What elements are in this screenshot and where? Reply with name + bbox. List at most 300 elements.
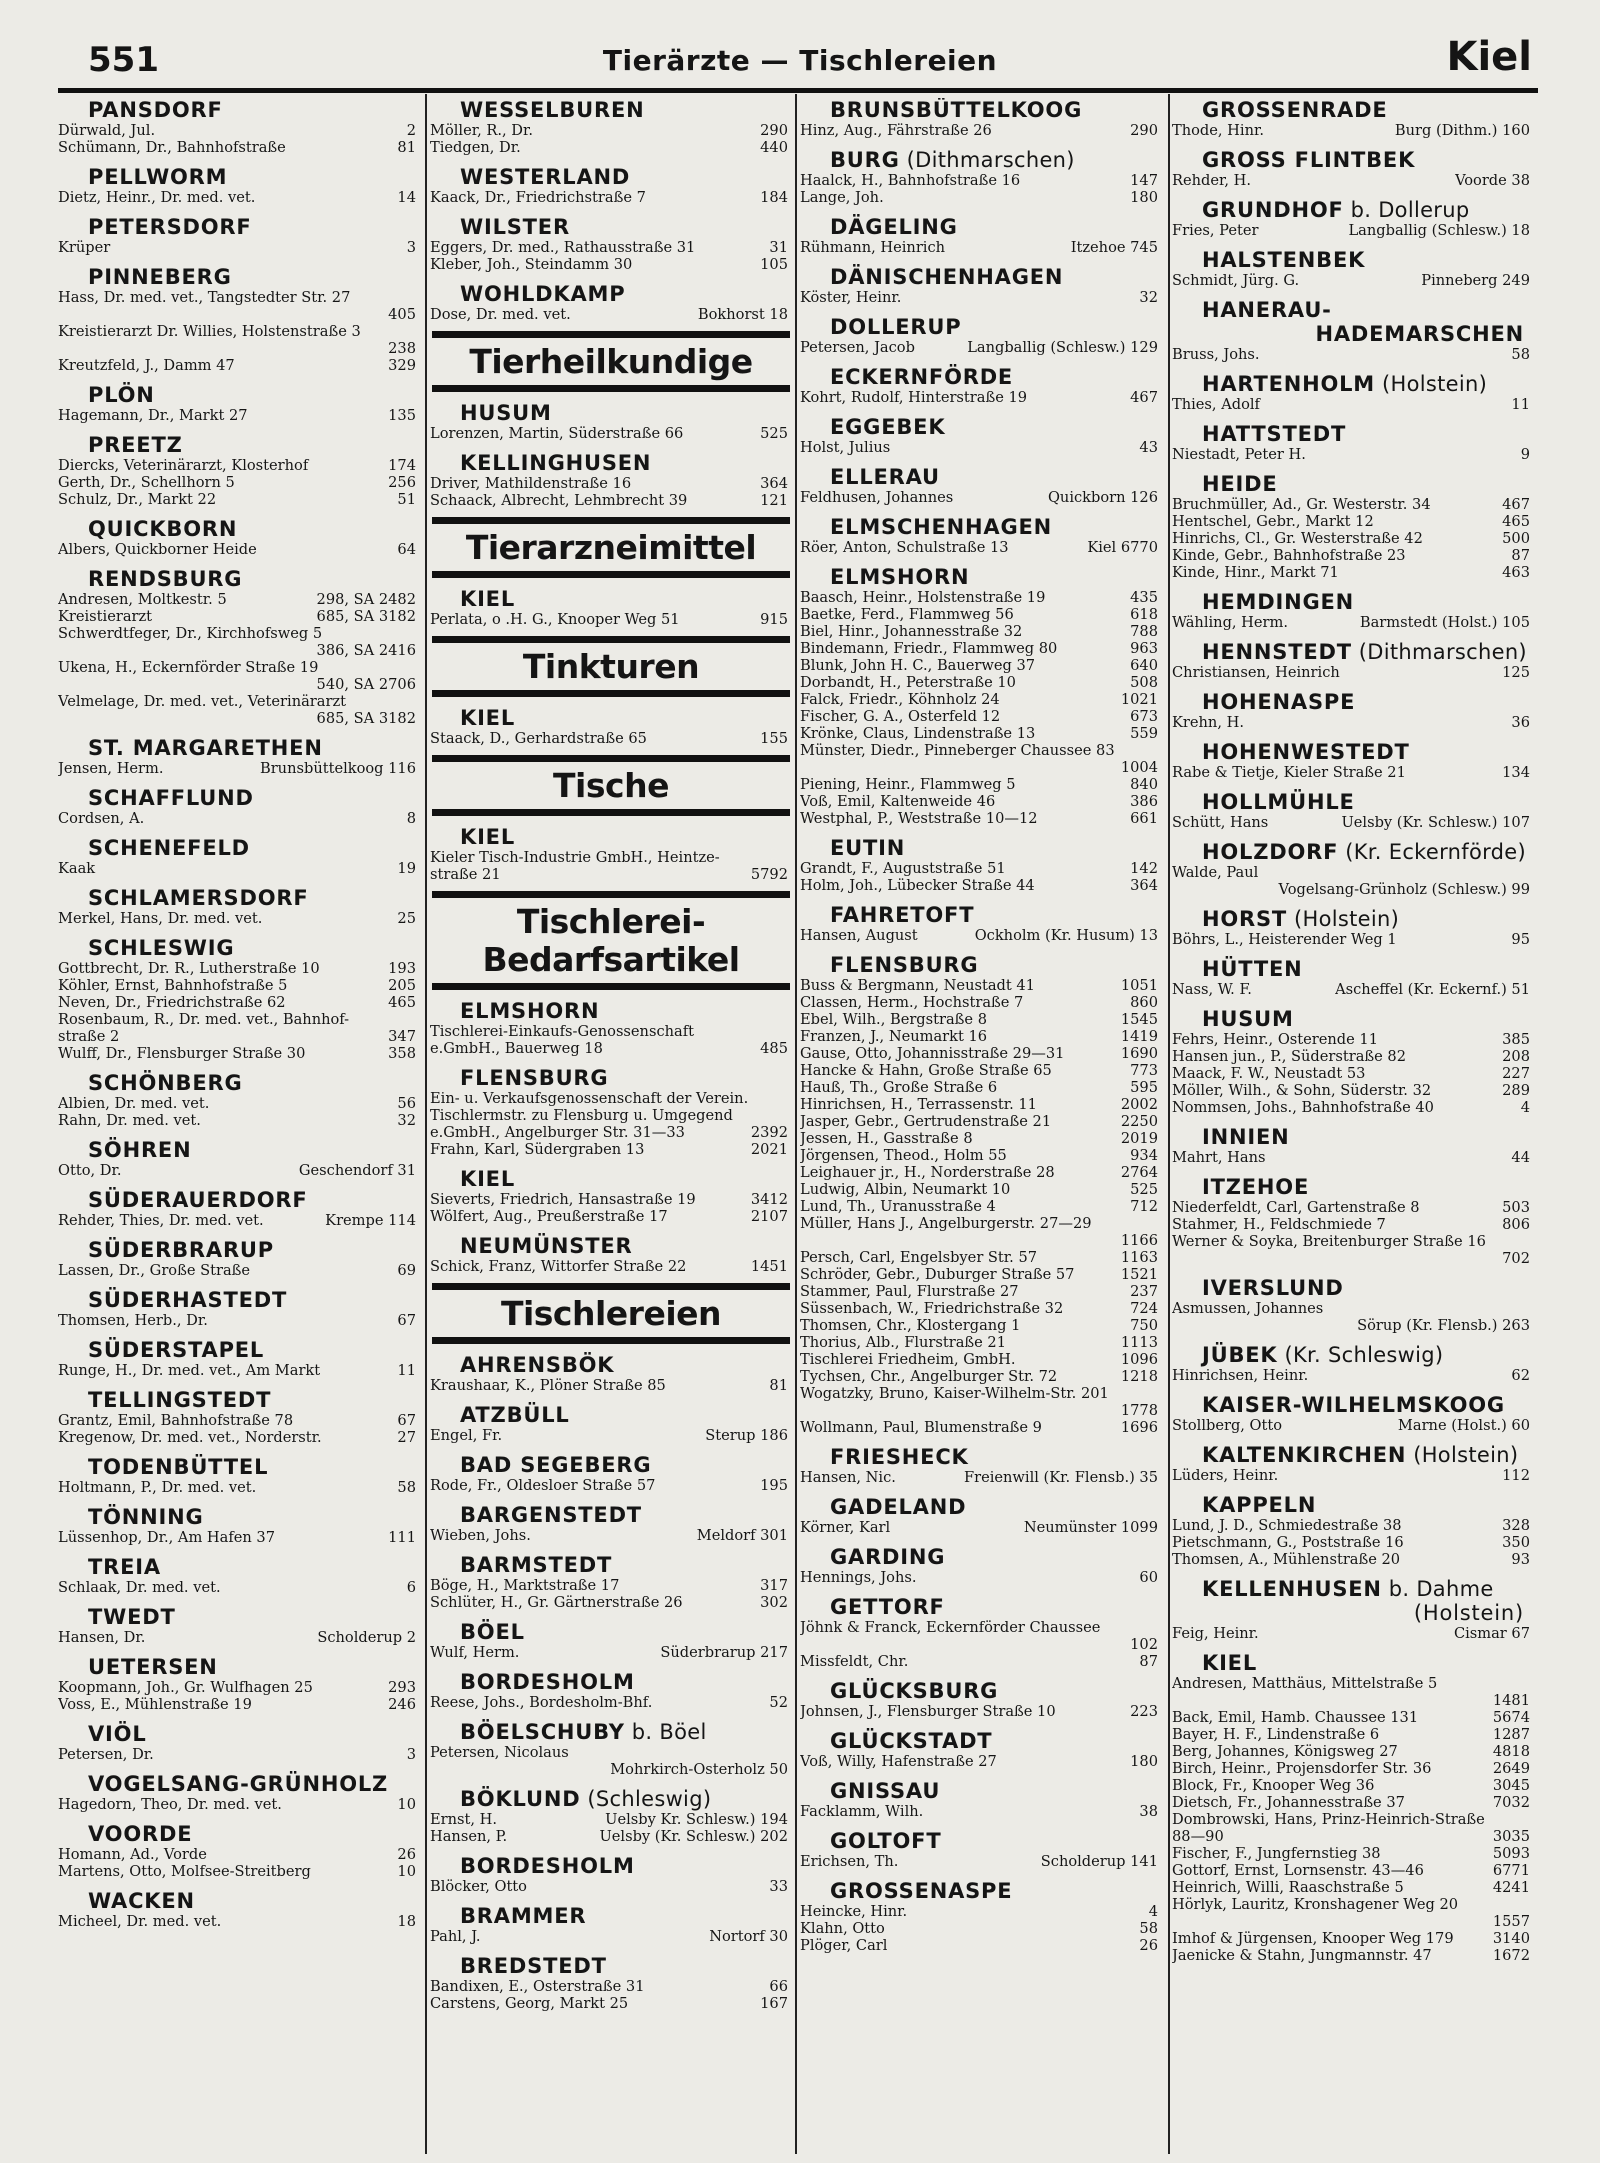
- town-name: GARDING: [830, 1545, 946, 1569]
- entry-number: 174: [388, 457, 416, 474]
- entry-name: Franzen, J., Neumarkt 16: [800, 1028, 988, 1045]
- listing-entry: [800, 810, 1162, 827]
- entry-name: Schlüter, H., Gr. Gärtnerstraße 26: [430, 1594, 683, 1611]
- listing-entry: [800, 1469, 1162, 1486]
- entry-name: Baasch, Heinr., Holstenstraße 19: [800, 589, 1046, 606]
- town-name: DOLLERUP: [830, 315, 962, 339]
- entry-name: Bruss, Johs.: [1172, 346, 1260, 363]
- town-heading: [58, 1555, 420, 1579]
- town-name: VOGELSANG-GRÜNHOLZ: [88, 1772, 389, 1796]
- entry-name: Thomsen, A., Mühlenstraße 20: [1172, 1551, 1401, 1568]
- entry-number: 4818: [1492, 1743, 1530, 1760]
- entry-name: Schröder, Gebr., Duburger Straße 57: [800, 1266, 1075, 1283]
- entry-name: Eggers, Dr. med., Rathausstraße 31: [430, 239, 696, 256]
- entry-number: 4: [1148, 1903, 1158, 1920]
- town-name: GROSSENRADE: [1202, 98, 1388, 122]
- listing-entry: [430, 1427, 792, 1444]
- listing-entry: [800, 776, 1162, 793]
- entry-name: Holtmann, P., Dr. med. vet.: [58, 1479, 257, 1496]
- town-qualifier: b. Böel: [624, 1720, 707, 1744]
- entry-number: Barmstedt (Holst.) 105: [1356, 614, 1530, 631]
- entry-name: Kreistierarzt Dr. Willies, Holstenstraße 3: [58, 323, 361, 340]
- town-heading: [430, 1453, 792, 1477]
- listing-entry: [1172, 1300, 1534, 1317]
- town-name: PETERSDORF: [88, 215, 252, 239]
- entry-number: 2649: [1492, 1760, 1530, 1777]
- town-qualifier: (Holstein): [1287, 907, 1400, 931]
- listing-entry: [58, 239, 420, 256]
- town-heading: [800, 265, 1162, 289]
- entry-name: Ebel, Wilh., Bergstraße 8: [800, 1011, 987, 1028]
- town-heading: [1172, 1125, 1534, 1149]
- entry-name: Wulff, Dr., Flensburger Straße 30: [58, 1045, 306, 1062]
- entry-number: 5093: [1492, 1845, 1530, 1862]
- entry-number: 540, SA 2706: [313, 676, 416, 693]
- entry-number: 111: [388, 1529, 416, 1546]
- town-heading: [430, 1503, 792, 1527]
- listing-entry: [800, 674, 1162, 691]
- entry-name: Perlata, o .H. G., Knooper Weg 51: [430, 611, 680, 628]
- entry-name: Petersen, Jacob: [800, 339, 915, 356]
- listing-entry: [1172, 396, 1534, 413]
- entry-name: [800, 759, 1162, 776]
- town-heading: [1172, 298, 1534, 322]
- town-heading: [58, 433, 420, 457]
- town-heading: [430, 1234, 792, 1258]
- town-heading: [1172, 957, 1534, 981]
- entry-name: Berg, Johannes, Königsweg 27: [1172, 1743, 1398, 1760]
- entry-number: 685, SA 3182: [313, 710, 416, 727]
- entry-name: Hansen, P.: [430, 1828, 508, 1845]
- listing-entry: [430, 122, 792, 139]
- listing-entry: [1172, 1517, 1534, 1534]
- town-name: HEIDE: [1202, 472, 1278, 496]
- town-name: FLENSBURG: [460, 1066, 609, 1090]
- entry-name: Hansen, Dr.: [58, 1629, 146, 1646]
- listing-entry: [800, 994, 1162, 1011]
- town-name: HORST: [1202, 907, 1288, 931]
- entry-name: Blunk, John H. C., Bauerweg 37: [800, 657, 1036, 674]
- listing-entry: [58, 1863, 420, 1880]
- listing-entry: [1172, 1417, 1534, 1434]
- town-name: GADELAND: [830, 1495, 967, 1519]
- town-name: JÜBEK: [1202, 1343, 1278, 1367]
- listing-entry: [1172, 530, 1534, 547]
- entry-number: 1557: [1492, 1913, 1530, 1930]
- town-heading: [800, 953, 1162, 977]
- town-name: HÜTTEN: [1202, 957, 1303, 981]
- entry-number: 440: [760, 139, 788, 156]
- entry-name: Persch, Carl, Engelsbyer Str. 57: [800, 1249, 1038, 1266]
- entry-name: Westphal, P., Weststraße 10—12: [800, 810, 1038, 827]
- entry-name: Schick, Franz, Wittorfer Straße 22: [430, 1258, 687, 1275]
- town-name: (Holstein): [1413, 1601, 1524, 1625]
- entry-number: Voorde 38: [1451, 172, 1530, 189]
- entry-number: 934: [1130, 1147, 1158, 1164]
- entry-name: Lassen, Dr., Große Straße: [58, 1262, 251, 1279]
- town-name: BORDESHOLM: [460, 1854, 635, 1878]
- town-name: BAD SEGEBERG: [460, 1453, 652, 1477]
- town-name: PINNEBERG: [88, 265, 232, 289]
- entry-number: Süderbrarup 217: [656, 1644, 788, 1661]
- entry-name: Martens, Otto, Molfsee-Streitberg: [58, 1863, 311, 1880]
- entry-name: Dombrowski, Hans, Prinz-Heinrich-Straße: [1172, 1811, 1485, 1828]
- town-heading: [1172, 472, 1534, 496]
- town-heading: [800, 1829, 1162, 1853]
- entry-number: 289: [1502, 1082, 1530, 1099]
- town-name: FRIESHECK: [830, 1445, 969, 1469]
- listing-entry: [58, 1479, 420, 1496]
- town-heading: [1172, 422, 1534, 446]
- entry-name: Schlaak, Dr. med. vet.: [58, 1579, 221, 1596]
- entry-number: 1451: [750, 1258, 788, 1275]
- entry-name: Dose, Dr. med. vet.: [430, 306, 571, 323]
- listing-entry: [58, 340, 420, 357]
- entry-name: Lange, Joh.: [800, 189, 884, 206]
- listing-entry: [430, 1978, 792, 1995]
- entry-number: 147: [1130, 172, 1158, 189]
- entry-number: 1021: [1120, 691, 1158, 708]
- town-name: SCHAFFLUND: [88, 786, 254, 810]
- town-qualifier: b. Dahme: [1381, 1577, 1494, 1601]
- town-heading: [58, 1071, 420, 1095]
- town-name: AHRENSBÖK: [460, 1353, 615, 1377]
- entry-number: 121: [760, 492, 788, 509]
- listing-entry: [800, 759, 1162, 776]
- listing-entry: [1172, 272, 1534, 289]
- entry-number: 205: [388, 977, 416, 994]
- entry-name: Jaenicke & Stahn, Jungmannstr. 47: [1172, 1947, 1432, 1964]
- entry-name: [800, 1636, 1162, 1653]
- entry-name: Kreutzfeld, J., Damm 47: [58, 357, 235, 374]
- entry-number: 1545: [1120, 1011, 1158, 1028]
- town-heading: [800, 903, 1162, 927]
- town-name: TÖNNING: [88, 1505, 204, 1529]
- entry-number: Cismar 67: [1450, 1625, 1530, 1642]
- town-name: GROSS FLINTBEK: [1202, 148, 1416, 172]
- entry-number: 1521: [1120, 1266, 1158, 1283]
- entry-name: Albers, Quickborner Heide: [58, 541, 257, 558]
- listing-entry: [800, 1147, 1162, 1164]
- entry-name: Hennings, Johs.: [800, 1569, 917, 1586]
- entry-number: 1218: [1120, 1368, 1158, 1385]
- town-name: BRUNSBÜTTELKOOG: [830, 98, 1083, 122]
- entry-number: 4241: [1492, 1879, 1530, 1896]
- entry-name: Jensen, Herm.: [58, 760, 164, 777]
- entry-name: Hinrichs, Cl., Gr. Westerstraße 42: [1172, 530, 1423, 547]
- town-heading: [430, 1954, 792, 1978]
- entry-number: 2250: [1120, 1113, 1158, 1130]
- entry-name: Krüper: [58, 239, 111, 256]
- town-heading: [800, 1545, 1162, 1569]
- town-heading: [430, 1620, 792, 1644]
- entry-name: Wogatzky, Bruno, Kaiser-Wilhelm-Str. 201: [800, 1385, 1109, 1402]
- entry-name: Andresen, Moltkestr. 5: [58, 591, 227, 608]
- entry-number: 806: [1502, 1216, 1530, 1233]
- entry-number: 3045: [1492, 1777, 1530, 1794]
- entry-name: Baetke, Ferd., Flammweg 56: [800, 606, 1014, 623]
- entry-name: Hinz, Aug., Fährstraße 26: [800, 122, 992, 139]
- entry-number: 237: [1130, 1283, 1158, 1300]
- entry-number: 5674: [1492, 1709, 1530, 1726]
- town-name: HALSTENBEK: [1202, 248, 1366, 272]
- listing-entry: [430, 1040, 792, 1057]
- entry-number: 10: [397, 1863, 416, 1880]
- town-heading: [800, 836, 1162, 860]
- entry-name: Bayer, H. F., Lindenstraße 6: [1172, 1726, 1380, 1743]
- town-heading: [1172, 590, 1534, 614]
- listing-entry: [1172, 564, 1534, 581]
- entry-number: 298, SA 2482: [313, 591, 416, 608]
- entry-number: Freienwill (Kr. Flensb.) 35: [960, 1469, 1158, 1486]
- listing-entry: [58, 1262, 420, 1279]
- entry-name: Engel, Fr.: [430, 1427, 503, 1444]
- entry-number: 385: [1502, 1031, 1530, 1048]
- entry-name: Lund, Th., Uranusstraße 4: [800, 1198, 996, 1215]
- town-name: WESSELBUREN: [460, 98, 645, 122]
- listing-entry: [58, 676, 420, 693]
- listing-entry: [800, 877, 1162, 894]
- listing-entry: [800, 1519, 1162, 1536]
- entry-number: 508: [1130, 674, 1158, 691]
- entry-name: Walde, Paul: [1172, 864, 1259, 881]
- entry-name: Böhrs, L., Heisterender Weg 1: [1172, 931, 1397, 948]
- listing-entry: [800, 172, 1162, 189]
- entry-number: 11: [1511, 396, 1530, 413]
- listing-entry: [800, 1045, 1162, 1062]
- listing-entry: [1172, 981, 1534, 998]
- entry-name: Köster, Heinr.: [800, 289, 902, 306]
- entry-name: Rabe & Tietje, Kieler Straße 21: [1172, 764, 1406, 781]
- entry-number: Brunsbüttelkoog 116: [256, 760, 416, 777]
- town-heading: [430, 215, 792, 239]
- entry-number: 963: [1130, 640, 1158, 657]
- listing-entry: [430, 866, 792, 883]
- town-name: IVERSLUND: [1202, 1276, 1344, 1300]
- town-name: BÖKLUND: [460, 1787, 581, 1811]
- town-heading: [430, 1403, 792, 1427]
- column-divider: [795, 94, 797, 2154]
- entry-name: Sieverts, Friedrich, Hansastraße 19: [430, 1191, 696, 1208]
- listing-entry: [800, 1703, 1162, 1720]
- listing-entry: [430, 1090, 792, 1107]
- entry-name: Köhler, Ernst, Bahnhofstraße 5: [58, 977, 288, 994]
- entry-number: 134: [1502, 764, 1530, 781]
- listing-entry: [430, 492, 792, 509]
- town-heading: [430, 706, 792, 730]
- listing-entry: [1172, 1828, 1534, 1845]
- town-name: SÜDERAUERDORF: [88, 1188, 308, 1212]
- entry-number: Langballig (Schlesw.) 129: [963, 339, 1158, 356]
- section-heading: Tischlereien: [432, 1283, 790, 1344]
- column-4: [1172, 98, 1534, 2148]
- town-heading: [430, 1066, 792, 1090]
- entry-name: Tischlerei-Einkaufs-Genossenschaft: [430, 1023, 694, 1040]
- entry-number: 223: [1130, 1703, 1158, 1720]
- listing-entry: [1172, 1233, 1534, 1250]
- entry-name: Birch, Heinr., Projensdorfer Str. 36: [1172, 1760, 1432, 1777]
- entry-number: 3: [406, 1746, 416, 1763]
- entry-number: Ockholm (Kr. Husum) 13: [971, 927, 1158, 944]
- entry-number: 155: [760, 730, 788, 747]
- town-name: HUSUM: [1202, 1007, 1294, 1031]
- entry-name: Böge, H., Marktstraße 17: [430, 1577, 620, 1594]
- listing-entry: [800, 1215, 1162, 1232]
- listing-entry: [58, 189, 420, 206]
- town-heading: [1172, 198, 1534, 222]
- town-heading: [58, 265, 420, 289]
- town-heading: [800, 98, 1162, 122]
- entry-number: 44: [1511, 1149, 1530, 1166]
- town-heading: [58, 1138, 420, 1162]
- entry-name: Driver, Mathildenstraße 16: [430, 475, 632, 492]
- entry-number: 93: [1511, 1551, 1530, 1568]
- town-name: WILSTER: [460, 215, 570, 239]
- listing-entry: [800, 606, 1162, 623]
- listing-entry: [430, 611, 792, 628]
- listing-entry: [58, 457, 420, 474]
- listing-entry: [58, 323, 420, 340]
- entry-name: Fischer, F., Jungfernstieg 38: [1172, 1845, 1381, 1862]
- entry-number: 58: [1139, 1920, 1158, 1937]
- town-heading: [430, 825, 792, 849]
- listing-entry: [800, 1903, 1162, 1920]
- listing-entry: [1172, 1065, 1534, 1082]
- entry-number: 26: [397, 1846, 416, 1863]
- entry-number: Burg (Dithm.) 160: [1391, 122, 1530, 139]
- town-heading: [1172, 1493, 1534, 1517]
- listing-entry: [58, 608, 420, 625]
- listing-entry: [430, 1594, 792, 1611]
- town-name: WESTERLAND: [460, 165, 631, 189]
- entry-number: 81: [769, 1377, 788, 1394]
- entry-number: 66: [769, 1978, 788, 1995]
- entry-number: 7032: [1492, 1794, 1530, 1811]
- town-name: DÄGELING: [830, 215, 958, 239]
- entry-name: Holst, Julius: [800, 439, 891, 456]
- listing-entry: [1172, 1896, 1534, 1913]
- town-heading: [58, 886, 420, 910]
- entry-name: Frahn, Karl, Südergraben 13: [430, 1141, 645, 1158]
- entry-name: e.GmbH., Angelburger Str. 31—33: [430, 1124, 685, 1141]
- listing-entry: [1172, 1726, 1534, 1743]
- entry-number: 246: [388, 1696, 416, 1713]
- city-heading: Kiel: [1446, 34, 1532, 80]
- listing-entry: [1172, 1862, 1534, 1879]
- town-name: SÜDERSTAPEL: [88, 1338, 265, 1362]
- entry-name: Möller, R., Dr.: [430, 122, 533, 139]
- entry-number: 19: [397, 860, 416, 877]
- entry-name: Homann, Ad., Vorde: [58, 1846, 207, 1863]
- listing-entry: [58, 625, 420, 642]
- entry-number: 14: [397, 189, 416, 206]
- entry-number: 51: [397, 491, 416, 508]
- entry-number: 1696: [1120, 1419, 1158, 1436]
- listing-entry: [1172, 614, 1534, 631]
- listing-entry: [800, 1300, 1162, 1317]
- listing-entry: [430, 1124, 792, 1141]
- town-name: PELLWORM: [88, 165, 228, 189]
- listing-entry: [800, 289, 1162, 306]
- entry-number: Kiel 6770: [1083, 539, 1158, 556]
- town-heading: [430, 98, 792, 122]
- entry-name: Lorenzen, Martin, Süderstraße 66: [430, 425, 684, 442]
- entry-number: 915: [760, 611, 788, 628]
- town-heading: [430, 1787, 792, 1811]
- entry-name: Petersen, Dr.: [58, 1746, 154, 1763]
- entry-name: Hansen jun., P., Süderstraße 82: [1172, 1048, 1406, 1065]
- listing-entry: [800, 489, 1162, 506]
- entry-number: 500: [1502, 530, 1530, 547]
- entry-name: Stollberg, Otto: [1172, 1417, 1283, 1434]
- entry-name: Lüders, Heinr.: [1172, 1467, 1279, 1484]
- entry-number: 1166: [1120, 1232, 1158, 1249]
- entry-number: 27: [397, 1429, 416, 1446]
- listing-entry: [1172, 122, 1534, 139]
- entry-name: Micheel, Dr. med. vet.: [58, 1913, 222, 1930]
- section-heading: [432, 891, 790, 990]
- entry-number: 525: [760, 425, 788, 442]
- listing-entry: [1172, 1879, 1534, 1896]
- entry-number: 329: [388, 357, 416, 374]
- town-heading: [1172, 1007, 1534, 1031]
- town-heading: [430, 1167, 792, 1191]
- listing-entry: [800, 1164, 1162, 1181]
- entry-name: Rode, Fr., Oldesloer Straße 57: [430, 1477, 656, 1494]
- town-name: HOLLMÜHLE: [1202, 790, 1355, 814]
- listing-entry: [430, 1023, 792, 1040]
- town-name: BRAMMER: [460, 1904, 587, 1928]
- entry-name: Thomsen, Chr., Klostergang 1: [800, 1317, 1021, 1334]
- entry-number: 60: [1139, 1569, 1158, 1586]
- town-heading: [58, 936, 420, 960]
- entry-number: 18: [397, 1913, 416, 1930]
- entry-name: Runge, H., Dr. med. vet., Am Markt: [58, 1362, 321, 1379]
- entry-name: Dietsch, Fr., Johannesstraße 37: [1172, 1794, 1405, 1811]
- entry-name: Müller, Hans J., Angelburgerstr. 27—29: [800, 1215, 1092, 1232]
- listing-entry: [58, 1362, 420, 1379]
- town-heading: [800, 415, 1162, 439]
- entry-name: Möller, Wilh., & Sohn, Süderstr. 32: [1172, 1082, 1432, 1099]
- entry-name: Hansen, Nic.: [800, 1469, 896, 1486]
- town-heading: [430, 1904, 792, 1928]
- column-3: [800, 98, 1162, 2148]
- town-name: PANSDORF: [88, 98, 223, 122]
- town-name: TODENBÜTTEL: [88, 1455, 269, 1479]
- entry-name: Süssenbach, W., Friedrichstraße 32: [800, 1300, 1064, 1317]
- listing-entry: [1172, 1467, 1534, 1484]
- entry-number: Sterup 186: [701, 1427, 788, 1444]
- listing-entry: [800, 1113, 1162, 1130]
- listing-entry: [430, 1811, 792, 1828]
- town-name: INNIEN: [1202, 1125, 1290, 1149]
- listing-entry: [800, 1249, 1162, 1266]
- listing-entry: [1172, 1743, 1534, 1760]
- listing-entry: [430, 239, 792, 256]
- entry-name: Kieler Tisch-Industrie GmbH., Heintze-: [430, 849, 720, 866]
- town-name: BREDSTEDT: [460, 1954, 607, 1978]
- entry-number: 62: [1511, 1367, 1530, 1384]
- town-heading: [800, 1445, 1162, 1469]
- listing-entry: [58, 1913, 420, 1930]
- town-heading: [58, 517, 420, 541]
- entry-number: Itzehoe 745: [1067, 239, 1158, 256]
- listing-entry: [58, 1429, 420, 1446]
- listing-entry: [58, 541, 420, 558]
- entry-number: 702: [1502, 1250, 1530, 1267]
- entry-number: 125: [1502, 664, 1530, 681]
- town-heading: [58, 786, 420, 810]
